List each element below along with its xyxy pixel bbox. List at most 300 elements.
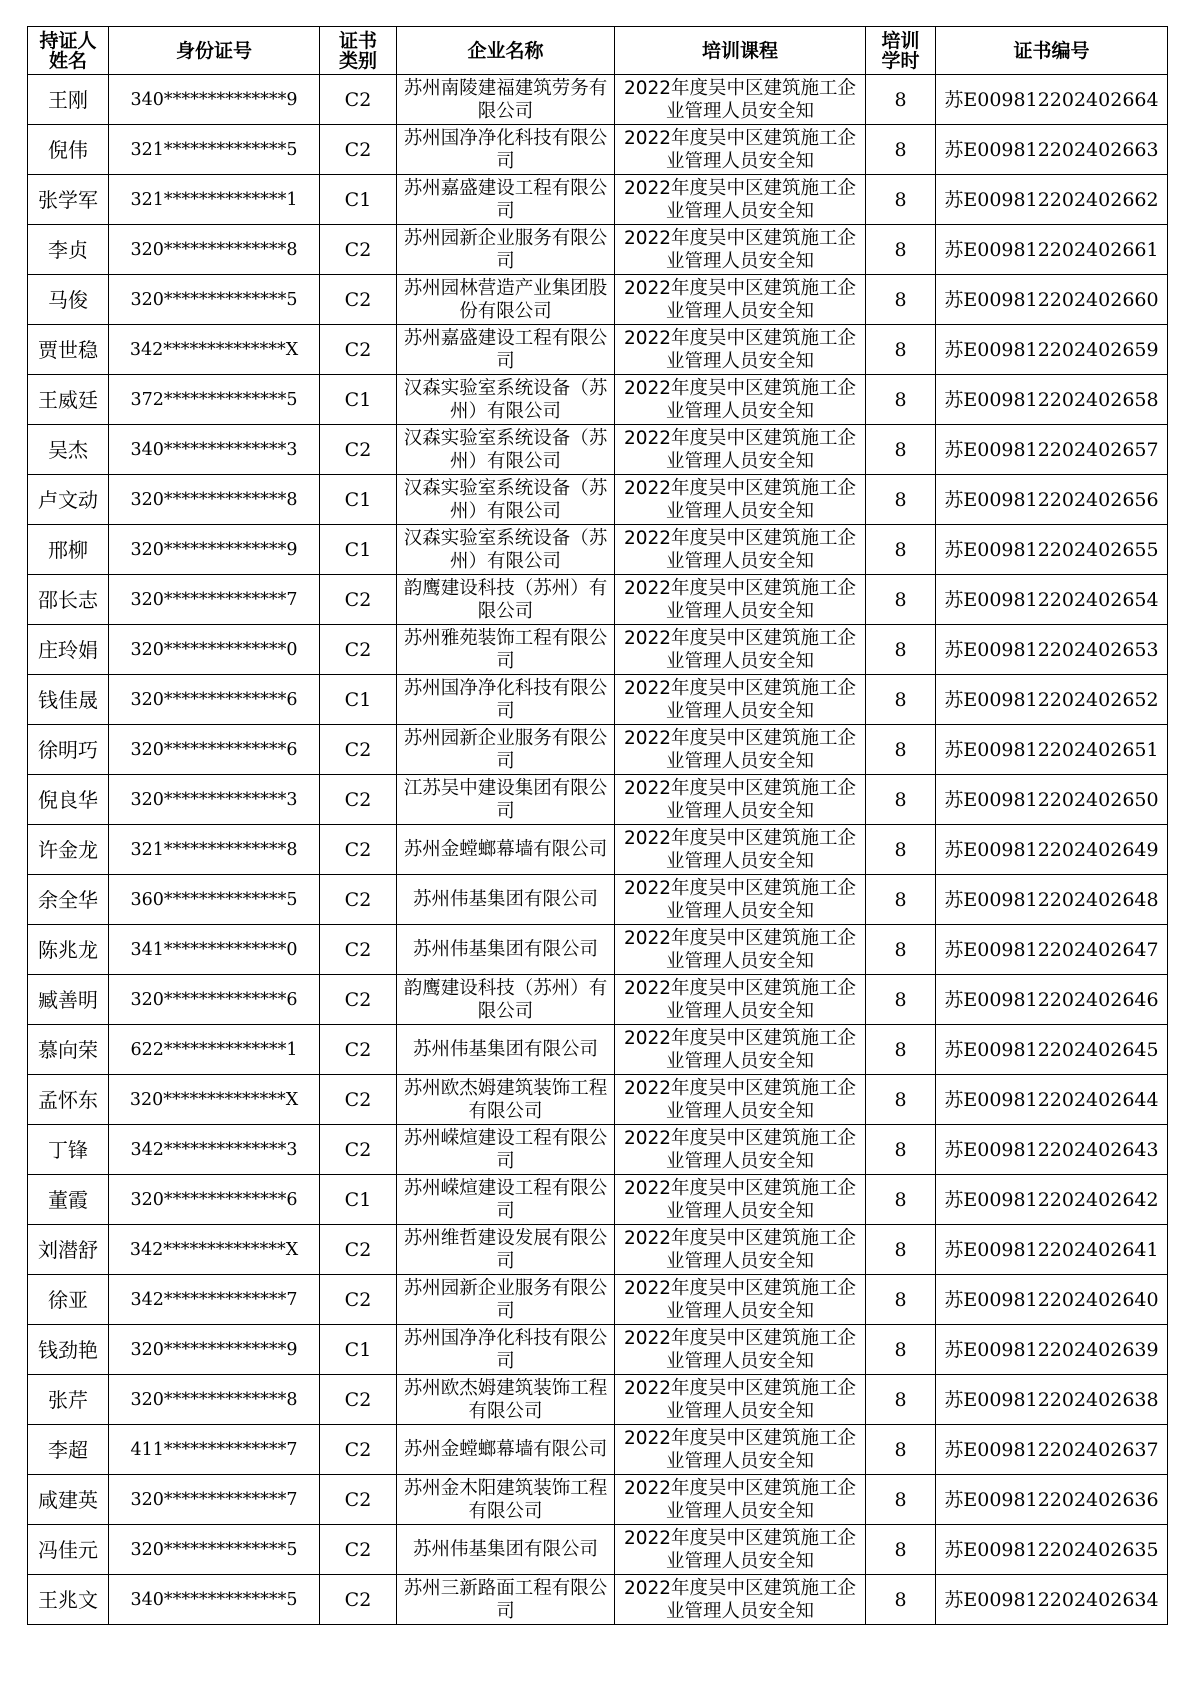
cell-hours: 8 [866, 825, 936, 875]
cell-company-text: 苏州园新企业服务有限公司 [403, 227, 608, 272]
cell-company [397, 1525, 615, 1575]
cell-course [615, 575, 866, 625]
cell-name: 马俊 [28, 275, 109, 325]
cell-name: 冯佳元 [28, 1525, 109, 1575]
cell-course [615, 175, 866, 225]
cell-category: C1 [320, 1325, 397, 1375]
cell-course-text: 2022年度吴中区建筑施工企业管理人员安全知 [623, 327, 857, 372]
cell-company-text: 苏州国净净化科技有限公司 [403, 677, 608, 722]
cell-id-number: 341**************0 [109, 925, 320, 975]
table-row [28, 325, 1168, 375]
cell-course-text: 2022年度吴中区建筑施工企业管理人员安全知 [623, 277, 857, 322]
cell-course-text: 2022年度吴中区建筑施工企业管理人员安全知 [623, 1427, 857, 1472]
cell-company [397, 125, 615, 175]
cell-company [397, 1275, 615, 1325]
cell-course-text: 2022年度吴中区建筑施工企业管理人员安全知 [623, 477, 857, 522]
cell-cert-no: 苏E009812202402640 [936, 1275, 1168, 1325]
cell-category: C2 [320, 775, 397, 825]
cell-company-text: 苏州国净净化科技有限公司 [403, 1327, 608, 1372]
cell-hours: 8 [866, 1325, 936, 1375]
table-row [28, 1375, 1168, 1425]
cell-id-number: 342**************7 [109, 1275, 320, 1325]
cell-company-text: 韵鹰建设科技（苏州）有限公司 [403, 977, 608, 1022]
cell-category: C2 [320, 425, 397, 475]
cell-cert-no: 苏E009812202402653 [936, 625, 1168, 675]
cell-course [615, 1325, 866, 1375]
cell-course-text: 2022年度吴中区建筑施工企业管理人员安全知 [623, 527, 857, 572]
cell-company-text: 苏州雅苑装饰工程有限公司 [403, 627, 608, 672]
cell-hours: 8 [866, 975, 936, 1025]
cell-category: C2 [320, 75, 397, 125]
cell-company [397, 425, 615, 475]
cell-name: 李贞 [28, 225, 109, 275]
cell-name: 王兆文 [28, 1575, 109, 1625]
cell-cert-no: 苏E009812202402644 [936, 1075, 1168, 1125]
cell-cert-no: 苏E009812202402635 [936, 1525, 1168, 1575]
cell-hours: 8 [866, 325, 936, 375]
table-row [28, 1175, 1168, 1225]
cell-category: C2 [320, 225, 397, 275]
cell-hours: 8 [866, 1225, 936, 1275]
cell-category: C1 [320, 675, 397, 725]
cell-category: C1 [320, 375, 397, 425]
cell-course [615, 475, 866, 525]
table-row [28, 975, 1168, 1025]
cell-course-text: 2022年度吴中区建筑施工企业管理人员安全知 [623, 1477, 857, 1522]
table-row [28, 825, 1168, 875]
cell-course-text: 2022年度吴中区建筑施工企业管理人员安全知 [623, 1327, 857, 1372]
cell-category: C2 [320, 325, 397, 375]
table-row [28, 1425, 1168, 1475]
cell-hours: 8 [866, 1275, 936, 1325]
cell-category: C2 [320, 975, 397, 1025]
cell-category: C2 [320, 825, 397, 875]
cell-course [615, 975, 866, 1025]
table-row [28, 425, 1168, 475]
cell-course [615, 225, 866, 275]
cell-company [397, 1375, 615, 1425]
cell-name: 邢柳 [28, 525, 109, 575]
cell-course-text: 2022年度吴中区建筑施工企业管理人员安全知 [623, 377, 857, 422]
cell-course [615, 1275, 866, 1325]
header-name: 持证人姓名 [28, 27, 109, 75]
cell-name: 庄玲娟 [28, 625, 109, 675]
table-row [28, 725, 1168, 775]
cell-course [615, 275, 866, 325]
cell-category: C2 [320, 1075, 397, 1125]
cell-hours: 8 [866, 1125, 936, 1175]
cell-course-text: 2022年度吴中区建筑施工企业管理人员安全知 [623, 427, 857, 472]
cell-hours: 8 [866, 775, 936, 825]
cell-name: 丁锋 [28, 1125, 109, 1175]
cell-cert-no: 苏E009812202402656 [936, 475, 1168, 525]
cell-id-number: 340**************3 [109, 425, 320, 475]
cell-category: C2 [320, 1375, 397, 1425]
cell-cert-no: 苏E009812202402641 [936, 1225, 1168, 1275]
cell-cert-no: 苏E009812202402651 [936, 725, 1168, 775]
cell-course-text: 2022年度吴中区建筑施工企业管理人员安全知 [623, 577, 857, 622]
header-cert-no: 证书编号 [936, 27, 1168, 75]
cell-cert-no: 苏E009812202402634 [936, 1575, 1168, 1625]
cell-company-text: 苏州园新企业服务有限公司 [403, 727, 608, 772]
cell-company-text: 苏州伟基集团有限公司 [412, 939, 598, 960]
table-row [28, 925, 1168, 975]
table-row [28, 875, 1168, 925]
cell-course [615, 1525, 866, 1575]
cell-category: C1 [320, 475, 397, 525]
cell-id-number: 320**************6 [109, 975, 320, 1025]
cell-company [397, 1125, 615, 1175]
cell-category: C2 [320, 575, 397, 625]
cell-course [615, 625, 866, 675]
cell-course [615, 375, 866, 425]
cell-category: C1 [320, 525, 397, 575]
cell-cert-no: 苏E009812202402655 [936, 525, 1168, 575]
cell-name: 倪伟 [28, 125, 109, 175]
header-hours: 培训学时 [866, 27, 936, 75]
cell-company-text: 江苏吴中建设集团有限公司 [403, 777, 608, 822]
cell-course-text: 2022年度吴中区建筑施工企业管理人员安全知 [623, 227, 857, 272]
cell-cert-no: 苏E009812202402648 [936, 875, 1168, 925]
table-row [28, 1275, 1168, 1325]
cell-id-number: 320**************5 [109, 275, 320, 325]
cell-id-number: 320**************8 [109, 475, 320, 525]
cell-course-text: 2022年度吴中区建筑施工企业管理人员安全知 [623, 77, 857, 122]
cell-id-number: 320**************6 [109, 1175, 320, 1225]
cell-cert-no: 苏E009812202402652 [936, 675, 1168, 725]
cell-company [397, 1075, 615, 1125]
cell-name: 王刚 [28, 75, 109, 125]
cell-course-text: 2022年度吴中区建筑施工企业管理人员安全知 [623, 977, 857, 1022]
cell-category: C2 [320, 1225, 397, 1275]
cell-company-text: 苏州国净净化科技有限公司 [403, 127, 608, 172]
cell-cert-no: 苏E009812202402643 [936, 1125, 1168, 1175]
cell-company [397, 325, 615, 375]
cell-course-text: 2022年度吴中区建筑施工企业管理人员安全知 [623, 127, 857, 172]
cell-company [397, 1225, 615, 1275]
cell-cert-no: 苏E009812202402660 [936, 275, 1168, 325]
cell-name: 孟怀东 [28, 1075, 109, 1125]
cell-company [397, 775, 615, 825]
cell-company-text: 苏州欧杰姆建筑装饰工程有限公司 [403, 1377, 608, 1422]
cell-course [615, 1175, 866, 1225]
table-row [28, 575, 1168, 625]
cell-company [397, 1175, 615, 1225]
cell-course [615, 775, 866, 825]
cell-hours: 8 [866, 725, 936, 775]
header-course: 培训课程 [615, 27, 866, 75]
cell-company [397, 375, 615, 425]
cell-company-text: 苏州南陵建福建筑劳务有限公司 [403, 77, 608, 122]
cell-name: 张学军 [28, 175, 109, 225]
cell-id-number: 320**************9 [109, 1325, 320, 1375]
cell-cert-no: 苏E009812202402657 [936, 425, 1168, 475]
cell-company-text: 苏州嵘煊建设工程有限公司 [403, 1177, 608, 1222]
cell-company [397, 1475, 615, 1525]
cell-course [615, 1125, 866, 1175]
table-row [28, 1575, 1168, 1625]
cell-cert-no: 苏E009812202402646 [936, 975, 1168, 1025]
cell-company-text: 苏州园林营造产业集团股份有限公司 [403, 277, 608, 322]
cell-name: 臧善明 [28, 975, 109, 1025]
cell-name: 倪良华 [28, 775, 109, 825]
cell-name: 钱佳晟 [28, 675, 109, 725]
cell-category: C2 [320, 1275, 397, 1325]
cell-company [397, 1575, 615, 1625]
cell-id-number: 320**************6 [109, 675, 320, 725]
table-row [28, 775, 1168, 825]
cell-course [615, 725, 866, 775]
cell-hours: 8 [866, 1575, 936, 1625]
cell-category: C2 [320, 875, 397, 925]
cell-id-number: 342**************X [109, 325, 320, 375]
cell-course [615, 325, 866, 375]
cell-company-text: 苏州伟基集团有限公司 [412, 1039, 598, 1060]
cell-id-number: 320**************9 [109, 525, 320, 575]
cell-company [397, 225, 615, 275]
table-row [28, 1025, 1168, 1075]
cell-name: 许金龙 [28, 825, 109, 875]
cell-id-number: 320**************7 [109, 1475, 320, 1525]
cell-name: 慕向荣 [28, 1025, 109, 1075]
cell-company-text: 苏州金螳螂幕墙有限公司 [403, 1439, 608, 1460]
table-row [28, 1325, 1168, 1375]
cell-id-number: 320**************0 [109, 625, 320, 675]
cell-company-text: 苏州嘉盛建设工程有限公司 [403, 327, 608, 372]
cell-hours: 8 [866, 425, 936, 475]
cell-name: 卢文动 [28, 475, 109, 525]
table-row [28, 475, 1168, 525]
cell-id-number: 320**************8 [109, 1375, 320, 1425]
table-row [28, 625, 1168, 675]
cell-category: C2 [320, 1425, 397, 1475]
cell-name: 陈兆龙 [28, 925, 109, 975]
cell-cert-no: 苏E009812202402642 [936, 1175, 1168, 1225]
cell-course [615, 75, 866, 125]
cell-name: 徐明巧 [28, 725, 109, 775]
cell-cert-no: 苏E009812202402649 [936, 825, 1168, 875]
cell-company-text: 苏州嘉盛建设工程有限公司 [403, 177, 608, 222]
cell-course [615, 875, 866, 925]
cell-company-text: 苏州伟基集团有限公司 [412, 1539, 598, 1560]
cell-course-text: 2022年度吴中区建筑施工企业管理人员安全知 [623, 1027, 857, 1072]
cell-name: 吴杰 [28, 425, 109, 475]
cell-category: C2 [320, 1525, 397, 1575]
cell-cert-no: 苏E009812202402650 [936, 775, 1168, 825]
cell-course-text: 2022年度吴中区建筑施工企业管理人员安全知 [623, 1227, 857, 1272]
cell-id-number: 622**************1 [109, 1025, 320, 1075]
cell-cert-no: 苏E009812202402664 [936, 75, 1168, 125]
cell-course-text: 2022年度吴中区建筑施工企业管理人员安全知 [623, 727, 857, 772]
cell-course [615, 825, 866, 875]
cell-hours: 8 [866, 1375, 936, 1425]
header-id: 身份证号 [109, 27, 320, 75]
cell-category: C2 [320, 275, 397, 325]
cell-cert-no: 苏E009812202402636 [936, 1475, 1168, 1525]
cell-company [397, 75, 615, 125]
header-company: 企业名称 [397, 27, 615, 75]
cell-company-text: 汉森实验室系统设备（苏州）有限公司 [403, 377, 608, 422]
cell-course-text: 2022年度吴中区建筑施工企业管理人员安全知 [623, 877, 857, 922]
cell-hours: 8 [866, 925, 936, 975]
cell-cert-no: 苏E009812202402659 [936, 325, 1168, 375]
cell-company [397, 975, 615, 1025]
cell-name: 王威廷 [28, 375, 109, 425]
cell-company [397, 275, 615, 325]
cell-company [397, 525, 615, 575]
cell-course-text: 2022年度吴中区建筑施工企业管理人员安全知 [623, 927, 857, 972]
cell-name: 余全华 [28, 875, 109, 925]
cell-course [615, 925, 866, 975]
cell-course-text: 2022年度吴中区建筑施工企业管理人员安全知 [623, 1277, 857, 1322]
cell-course-text: 2022年度吴中区建筑施工企业管理人员安全知 [623, 827, 857, 872]
cell-course [615, 1425, 866, 1475]
cell-id-number: 321**************1 [109, 175, 320, 225]
cell-course-text: 2022年度吴中区建筑施工企业管理人员安全知 [623, 1377, 857, 1422]
cell-hours: 8 [866, 1475, 936, 1525]
cell-course [615, 1225, 866, 1275]
cell-name: 咸建英 [28, 1475, 109, 1525]
cell-company [397, 1325, 615, 1375]
cell-id-number: 320**************8 [109, 225, 320, 275]
cell-hours: 8 [866, 1025, 936, 1075]
cell-course [615, 675, 866, 725]
table-row [28, 225, 1168, 275]
cell-id-number: 320**************6 [109, 725, 320, 775]
cell-company-text: 汉森实验室系统设备（苏州）有限公司 [403, 427, 608, 472]
cell-hours: 8 [866, 225, 936, 275]
cell-hours: 8 [866, 75, 936, 125]
cell-course-text: 2022年度吴中区建筑施工企业管理人员安全知 [623, 677, 857, 722]
cell-cert-no: 苏E009812202402645 [936, 1025, 1168, 1075]
cell-course-text: 2022年度吴中区建筑施工企业管理人员安全知 [623, 1177, 857, 1222]
cell-hours: 8 [866, 875, 936, 925]
cell-hours: 8 [866, 1175, 936, 1225]
cell-course-text: 2022年度吴中区建筑施工企业管理人员安全知 [623, 627, 857, 672]
cell-company-text: 苏州欧杰姆建筑装饰工程有限公司 [403, 1077, 608, 1122]
cell-name: 张芹 [28, 1375, 109, 1425]
cell-cert-no: 苏E009812202402647 [936, 925, 1168, 975]
cell-id-number: 411**************7 [109, 1425, 320, 1475]
cell-company [397, 675, 615, 725]
cell-company [397, 825, 615, 875]
cell-hours: 8 [866, 375, 936, 425]
cell-company [397, 1025, 615, 1075]
cell-company [397, 175, 615, 225]
cell-cert-no: 苏E009812202402654 [936, 575, 1168, 625]
cell-category: C2 [320, 125, 397, 175]
table-row [28, 125, 1168, 175]
table-row [28, 675, 1168, 725]
cell-category: C2 [320, 625, 397, 675]
cell-company-text: 苏州三新路面工程有限公司 [403, 1577, 608, 1622]
cell-id-number: 321**************8 [109, 825, 320, 875]
cell-name: 钱劲艳 [28, 1325, 109, 1375]
cell-company [397, 925, 615, 975]
table-row [28, 1475, 1168, 1525]
cell-name: 李超 [28, 1425, 109, 1475]
cell-hours: 8 [866, 125, 936, 175]
cell-company [397, 575, 615, 625]
cell-company [397, 625, 615, 675]
cell-course [615, 425, 866, 475]
cell-id-number: 342**************X [109, 1225, 320, 1275]
table-row [28, 75, 1168, 125]
table-row [28, 275, 1168, 325]
cell-id-number: 360**************5 [109, 875, 320, 925]
cell-name: 贾世稳 [28, 325, 109, 375]
table-row [28, 1075, 1168, 1125]
cell-company [397, 1425, 615, 1475]
cell-cert-no: 苏E009812202402661 [936, 225, 1168, 275]
cell-id-number: 320**************7 [109, 575, 320, 625]
cell-hours: 8 [866, 175, 936, 225]
cell-category: C2 [320, 925, 397, 975]
cell-company [397, 725, 615, 775]
cell-category: C2 [320, 725, 397, 775]
cell-id-number: 372**************5 [109, 375, 320, 425]
cell-name: 徐亚 [28, 1275, 109, 1325]
cell-id-number: 340**************9 [109, 75, 320, 125]
cell-company-text: 汉森实验室系统设备（苏州）有限公司 [403, 527, 608, 572]
table-row [28, 175, 1168, 225]
cell-company-text: 韵鹰建设科技（苏州）有限公司 [403, 577, 608, 622]
table-row [28, 1125, 1168, 1175]
cell-company-text: 苏州金螳螂幕墙有限公司 [403, 839, 608, 860]
cell-category: C2 [320, 1575, 397, 1625]
cell-course-text: 2022年度吴中区建筑施工企业管理人员安全知 [623, 177, 857, 222]
cell-company-text: 苏州嵘煊建设工程有限公司 [403, 1127, 608, 1172]
cell-course [615, 1575, 866, 1625]
cell-hours: 8 [866, 1075, 936, 1125]
cell-id-number: 320**************5 [109, 1525, 320, 1575]
cell-name: 董霞 [28, 1175, 109, 1225]
cell-course [615, 1475, 866, 1525]
cell-name: 邵长志 [28, 575, 109, 625]
cell-cert-no: 苏E009812202402662 [936, 175, 1168, 225]
cell-company-text: 苏州伟基集团有限公司 [412, 889, 598, 910]
cell-course [615, 1025, 866, 1075]
cell-course-text: 2022年度吴中区建筑施工企业管理人员安全知 [623, 777, 857, 822]
cell-category: C2 [320, 1475, 397, 1525]
cell-id-number: 320**************3 [109, 775, 320, 825]
cell-id-number: 320**************X [109, 1075, 320, 1125]
cell-course [615, 125, 866, 175]
cell-name: 刘潜舒 [28, 1225, 109, 1275]
cell-course [615, 525, 866, 575]
table-row [28, 1225, 1168, 1275]
cell-cert-no: 苏E009812202402637 [936, 1425, 1168, 1475]
cell-id-number: 340**************5 [109, 1575, 320, 1625]
cell-category: C2 [320, 1125, 397, 1175]
cell-course-text: 2022年度吴中区建筑施工企业管理人员安全知 [623, 1527, 857, 1572]
cell-cert-no: 苏E009812202402663 [936, 125, 1168, 175]
cell-hours: 8 [866, 575, 936, 625]
cell-company [397, 875, 615, 925]
cell-hours: 8 [866, 525, 936, 575]
cell-hours: 8 [866, 475, 936, 525]
cell-hours: 8 [866, 275, 936, 325]
cell-category: C2 [320, 1025, 397, 1075]
cell-company-text: 汉森实验室系统设备（苏州）有限公司 [403, 477, 608, 522]
cell-course-text: 2022年度吴中区建筑施工企业管理人员安全知 [623, 1127, 857, 1172]
cell-id-number: 342**************3 [109, 1125, 320, 1175]
certificate-table [27, 26, 1168, 1625]
cell-category: C1 [320, 1175, 397, 1225]
cell-hours: 8 [866, 1425, 936, 1475]
cell-company-text: 苏州园新企业服务有限公司 [403, 1277, 608, 1322]
table-row [28, 1525, 1168, 1575]
